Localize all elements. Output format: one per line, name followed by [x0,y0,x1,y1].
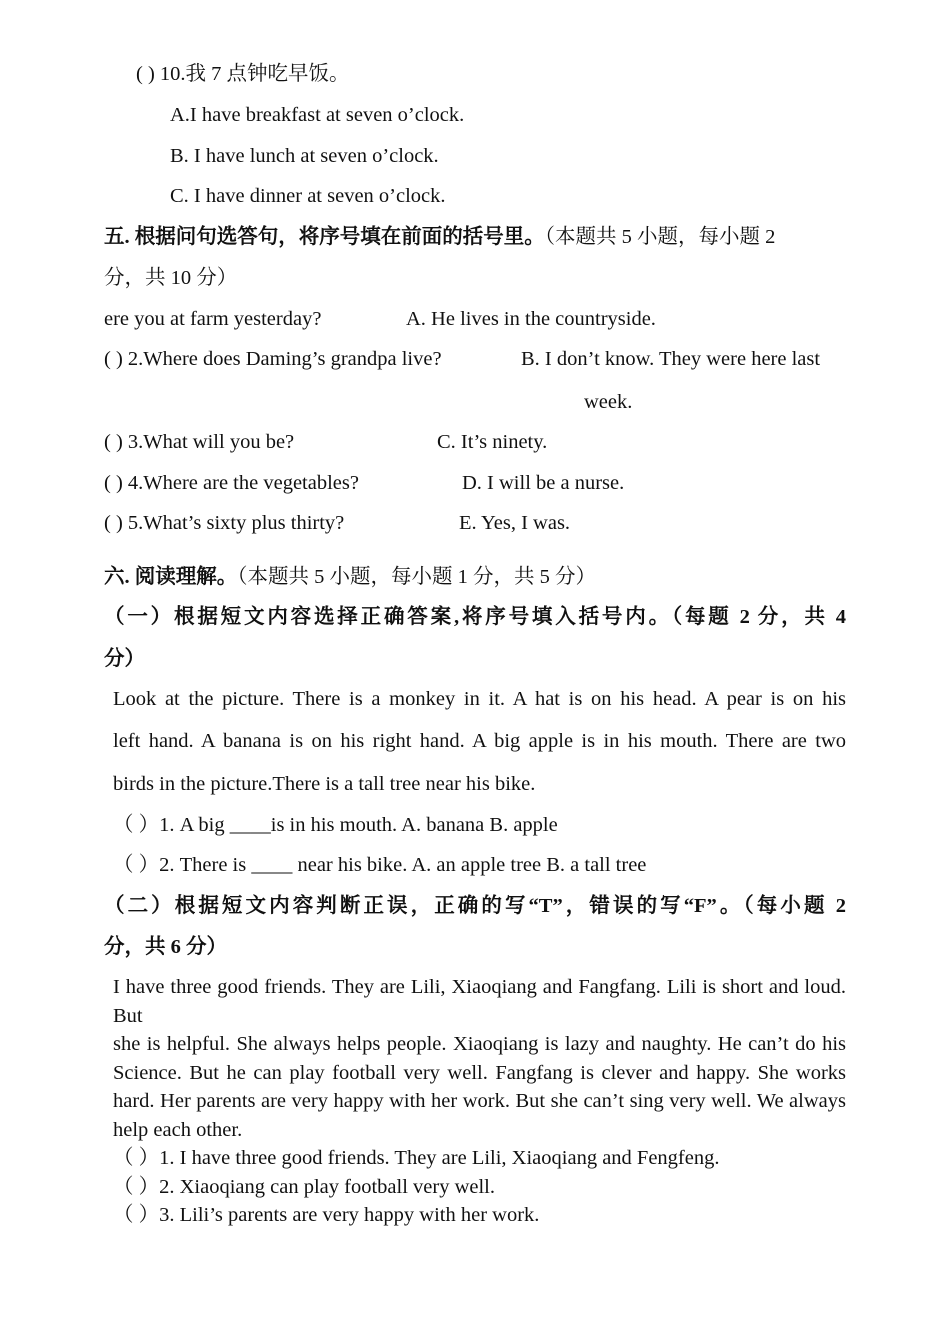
question-10-stem: ( ) 10.我 7 点钟吃早饭。 [136,63,350,85]
matching-question-3: ( ) 3.What will you be? [104,431,295,453]
matching-answer-c: C. It’s ninety. [437,431,548,453]
section-6-heading [104,567,596,588]
part-2-question-2: （ ）2. Xiaoqiang can play football very well. [113,1176,495,1198]
part-2-passage-continued: she is helpful. She always helps people. Xiaoqiang is lazy and naughty. He can’t do his Science. But he can play football very well. Fangfang is clever and happy. She works hard. Her parents are very happy with her work. But she can’t sing very well. We always help each other. [113,1033,846,1141]
part-2-question-3: （ ）3. Lili’s parents are very happy with her work. [113,1204,540,1226]
matching-answer-b-continued: week. [584,391,633,413]
part-2-heading-continued: 分，共 6 分） [104,936,227,958]
part-1-passage-line-1: Look at the picture. There is a monkey in it. A hat is on his head. A pear is on his [113,688,846,710]
section-5-note-continued: 分，共 10 分） [104,267,238,289]
matching-answer-b: B. I don’t know. They were here last [521,348,821,370]
section-6-title: 六. 阅读理解。 [104,566,238,588]
matching-question-2: ( ) 2.Where does Daming’s grandpa live? [104,348,442,370]
part-1-passage-line-3: birds in the picture.There is a tall tree near his bike. [113,773,536,795]
part-1-question-1: （ ）1. A big ____is in his mouth. A. banana B. apple [113,814,558,836]
part-2-question-1: （ ）1. I have three good friends. They are Lili, Xiaoqiang and Fengfeng. [113,1147,720,1169]
question-10-option-c: C. I have dinner at seven o’clock. [170,185,446,207]
matching-question-1: ere you at farm yesterday? [104,308,322,330]
question-10-option-a: A.I have breakfast at seven o’clock. [170,104,465,126]
part-1-heading-continued: 分） [104,648,145,670]
section-5-note: （本题共 5 小题，每小题 2 [544,226,776,248]
matching-answer-e: E. Yes, I was. [459,512,571,534]
section-6-note: （本题共 5 小题，每小题 1 分，共 5 分） [237,566,596,588]
section-5-heading [104,227,775,248]
matching-question-4: ( ) 4.Where are the vegetables? [104,472,359,494]
part-1-passage-line-2: left hand. A banana is on his right hand. A big apple is in his mouth. There are two [113,730,846,752]
part-1-question-2: （ ）2. There is ____ near his bike. A. an apple tree B. a tall tree [113,854,647,876]
part-2-heading: （二）根据短文内容判断正误，正确的写“T”，错误的写“F”。（每小题 2 [104,895,846,917]
matching-question-5: ( ) 5.What’s sixty plus thirty? [104,512,345,534]
part-2-passage: I have three good friends. They are Lili, Xiaoqiang and Fangfang. Lili is short and loud. But [113,976,846,1027]
matching-answer-d: D. I will be a nurse. [462,472,625,494]
matching-answer-a: A. He lives in the countryside. [406,308,656,330]
part-1-heading: （一）根据短文内容选择正确答案,将序号填入括号内。（每题 2 分，共 4 [104,606,846,628]
question-10-option-b: B. I have lunch at seven o’clock. [170,145,439,167]
section-5-title: 五. 根据问句选答句，将序号填在前面的括号里。 [104,226,545,248]
